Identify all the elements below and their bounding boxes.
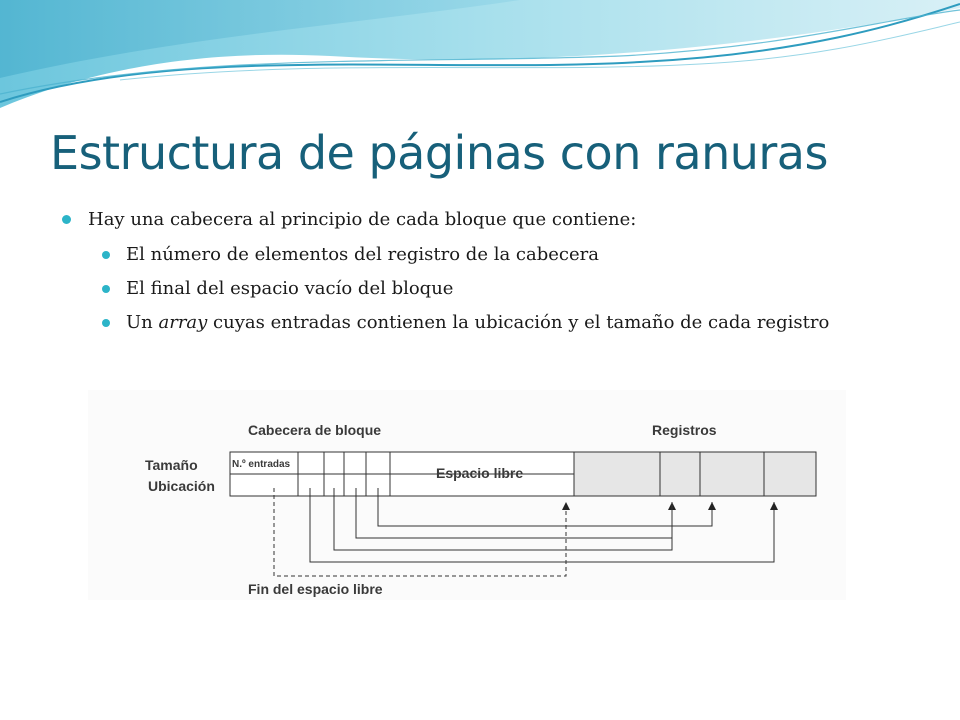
sub-bullet-item bbox=[60, 276, 920, 302]
free-end-label: Fin del espacio libre bbox=[248, 581, 383, 597]
sub-bullet-item bbox=[60, 310, 920, 336]
slide-title: Estructura de páginas con ranuras bbox=[50, 126, 828, 180]
slotted-page-diagram bbox=[88, 390, 846, 600]
emphasis-text: array bbox=[158, 312, 208, 333]
size-label: Tamaño bbox=[145, 457, 198, 473]
bullet-list bbox=[60, 206, 920, 336]
free-space-label: Espacio libre bbox=[436, 465, 524, 481]
pointer-arrow bbox=[334, 488, 672, 550]
records-label: Registros bbox=[652, 422, 717, 438]
header-block-label: Cabecera de bloque bbox=[248, 422, 382, 438]
sub-bullet-item bbox=[60, 242, 920, 268]
entries-label: N.º entradas bbox=[232, 459, 291, 470]
header-wave-decoration bbox=[0, 0, 960, 120]
sub-bullet-text: Un array cuyas entradas contienen la ubicación y el tamaño de cada registro bbox=[126, 312, 830, 333]
bullet-dot-icon bbox=[102, 285, 110, 293]
bullet-item bbox=[60, 206, 920, 234]
sub-bullet-text: El número de elementos del registro de la cabecera bbox=[126, 244, 599, 265]
bullet-text: Hay una cabecera al principio de cada bloque que contiene: bbox=[88, 209, 637, 230]
bullet-dot-icon bbox=[102, 319, 110, 327]
sub-bullet-text: El final del espacio vacío del bloque bbox=[126, 278, 454, 299]
record-slot bbox=[764, 452, 816, 496]
location-label: Ubicación bbox=[148, 478, 215, 494]
record-slot bbox=[660, 452, 700, 496]
bullet-dot-icon bbox=[62, 215, 71, 224]
pointer-arrow bbox=[310, 488, 774, 562]
free-end-pointer bbox=[274, 488, 566, 576]
record-slot bbox=[700, 452, 764, 496]
record-slot bbox=[574, 452, 660, 496]
bullet-dot-icon bbox=[102, 251, 110, 259]
